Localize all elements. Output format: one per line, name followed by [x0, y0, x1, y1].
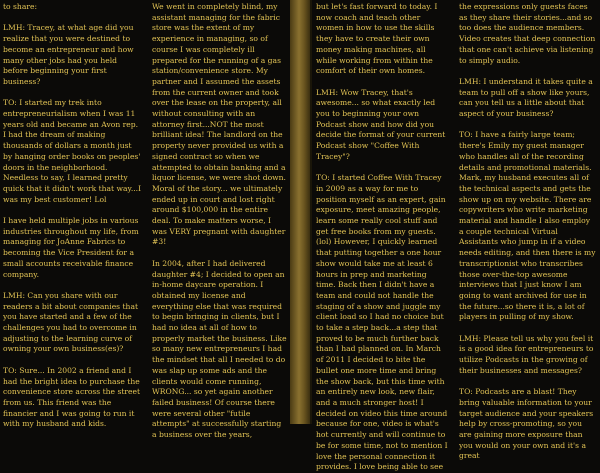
paragraph: In 2004, after I had delivered daughter #4; I decided to open an in-home daycare operation. I obtained my license and everything else that was required to begin bringing in clients, but I had no idea at all of how to properly market the business. Like so many new entrepreneurs I had the mindset that all I needed to do was slap up some ads and the clients would come running, WRONG... so yet again another failed business! Of course there were several other "futile attempts" at successfully starting a business over the years,: [152, 258, 287, 440]
paragraph: but let's fast forward to today. I now coach and teach other women in how to use the skills they have to create their own money making machines, all while working from within the comfort of their own homes.: [316, 2, 438, 76]
text-column-1: [3, 2, 143, 429]
paragraph: the expressions only guests faces as they share their stories...and so too does the audience members. Video creates that deep connection that one can't achieve via listening to simply audio.: [459, 2, 596, 65]
paragraph: LMH: I understand it takes quite a team to pull off a show like yours, can you tell us a little about that aspect of your business?: [459, 76, 593, 119]
paragraph: LMH: Can you share with our readers a bit about companies that you have started and a few of the challenges you had to overcome in adjusting to the learning curve of owning your own business(es)?: [3, 290, 139, 354]
text-column-3: [316, 2, 448, 472]
paragraph: TO: I started my trek into entrepreneurialism when I was 11 years old and became an Avon rep. I had the dream of making thousands of dollars a month just by hanging order books on peoples' doors in the neighborhood. Needless to say, I learned pretty quick that it didn't work that way...I was my best customer! Lol: [3, 98, 142, 204]
gutter-edge: [310, 0, 312, 424]
page-gutter: [290, 0, 310, 424]
paragraph: TO: Sure... In 2002 a friend and I had the bright idea to purchase the convenience store across the street from us. This friend was the financier and I was going to run it with my husband and kids.: [3, 365, 141, 429]
paragraph: TO: I have a fairly large team; there's Emily my guest manager who handles all of the recording details and promotional materials. Mark, my husband executes all of the technical aspects and gets the show up on my website. There are copywriters who write marketing material and handle I also employ a couple technical Virtual Assistants who jump in if a video needs editing, and then there is my transcriptionist who transcribes those over-the-top awesome interviews that I just know I am going to want archived for use in the future...so there it is, a lot of players in pulling of my show.: [459, 130, 596, 322]
paragraph: We went in completely blind, my assistant managing for the fabric store was the extent of my experience in managing, so of course I was completely ill prepared for the running of a gas station/convenience store. My partner and I assumed the assets from the current owner and took over the lease on the property, all without consulting with an attorney first...NOT the most brilliant idea! The landlord on the property never provided us with a signed contract so when we attempted to obtain banking and a liquor license, we were shot down. Moral of the story... we ultimately ended up in court and lost right around $100,000 in the entire deal. To make matters worse, I was VERY pregnant with daughter #3!: [152, 2, 286, 247]
paragraph: TO: I started Coffee With Tracey in 2009 as a way for me to position myself as an expert, gain exposure, meet amazing people, learn some really cool stuff and get free books from my guests. (lol) However, I quickly learned that putting together a one hour show would take me at least 6 hours in prep and marketing time. Back then I didn't have a team and could not handle the staging of a show and juggle my client load so I had no choice but to take a step back...a step that proved to be much further back than I had planned on. In March of 2011 I decided to bite the bullet one more time and bring the show back, but this time with an entirely new look, new flair, and a much stronger host! I decided on video this time around because for one, video is what's hot currently and will continue to be for some time, not to mention I love the personal connection it provides. I love being able to see: [316, 173, 448, 472]
paragraph: TO: Podcasts are a blast! They bring valuable information to your target audience and your speakers help by cross-promoting, so you are gaining more exposure than you would on your own and it's a great: [459, 387, 594, 461]
paragraph: LMH: Wow Tracey, that's awesome... so what exactly led you to beginning your own Podcast show and how did you decide the format of your current Podcast show "Coffee With Tracey"?: [316, 87, 446, 161]
text-column-4: [459, 2, 596, 461]
paragraph: LMH: Tracey, at what age did you realize that you were destined to become an entrepreneur and how many other jobs had you held before beginning your first business?: [3, 23, 134, 86]
text-column-2: [152, 2, 287, 440]
paragraph: LMH: Please tell us why you feel it is a good idea for entrepreneurs to utilize Podcasts in the growing of their businesses and messages?: [459, 333, 594, 375]
paragraph: to share:: [3, 2, 38, 11]
paragraph: I have held multiple jobs in various industries throughout my life, from managing for JoAnne Fabrics to becoming the Vice President for a small accounts receivable finance company.: [3, 216, 139, 279]
